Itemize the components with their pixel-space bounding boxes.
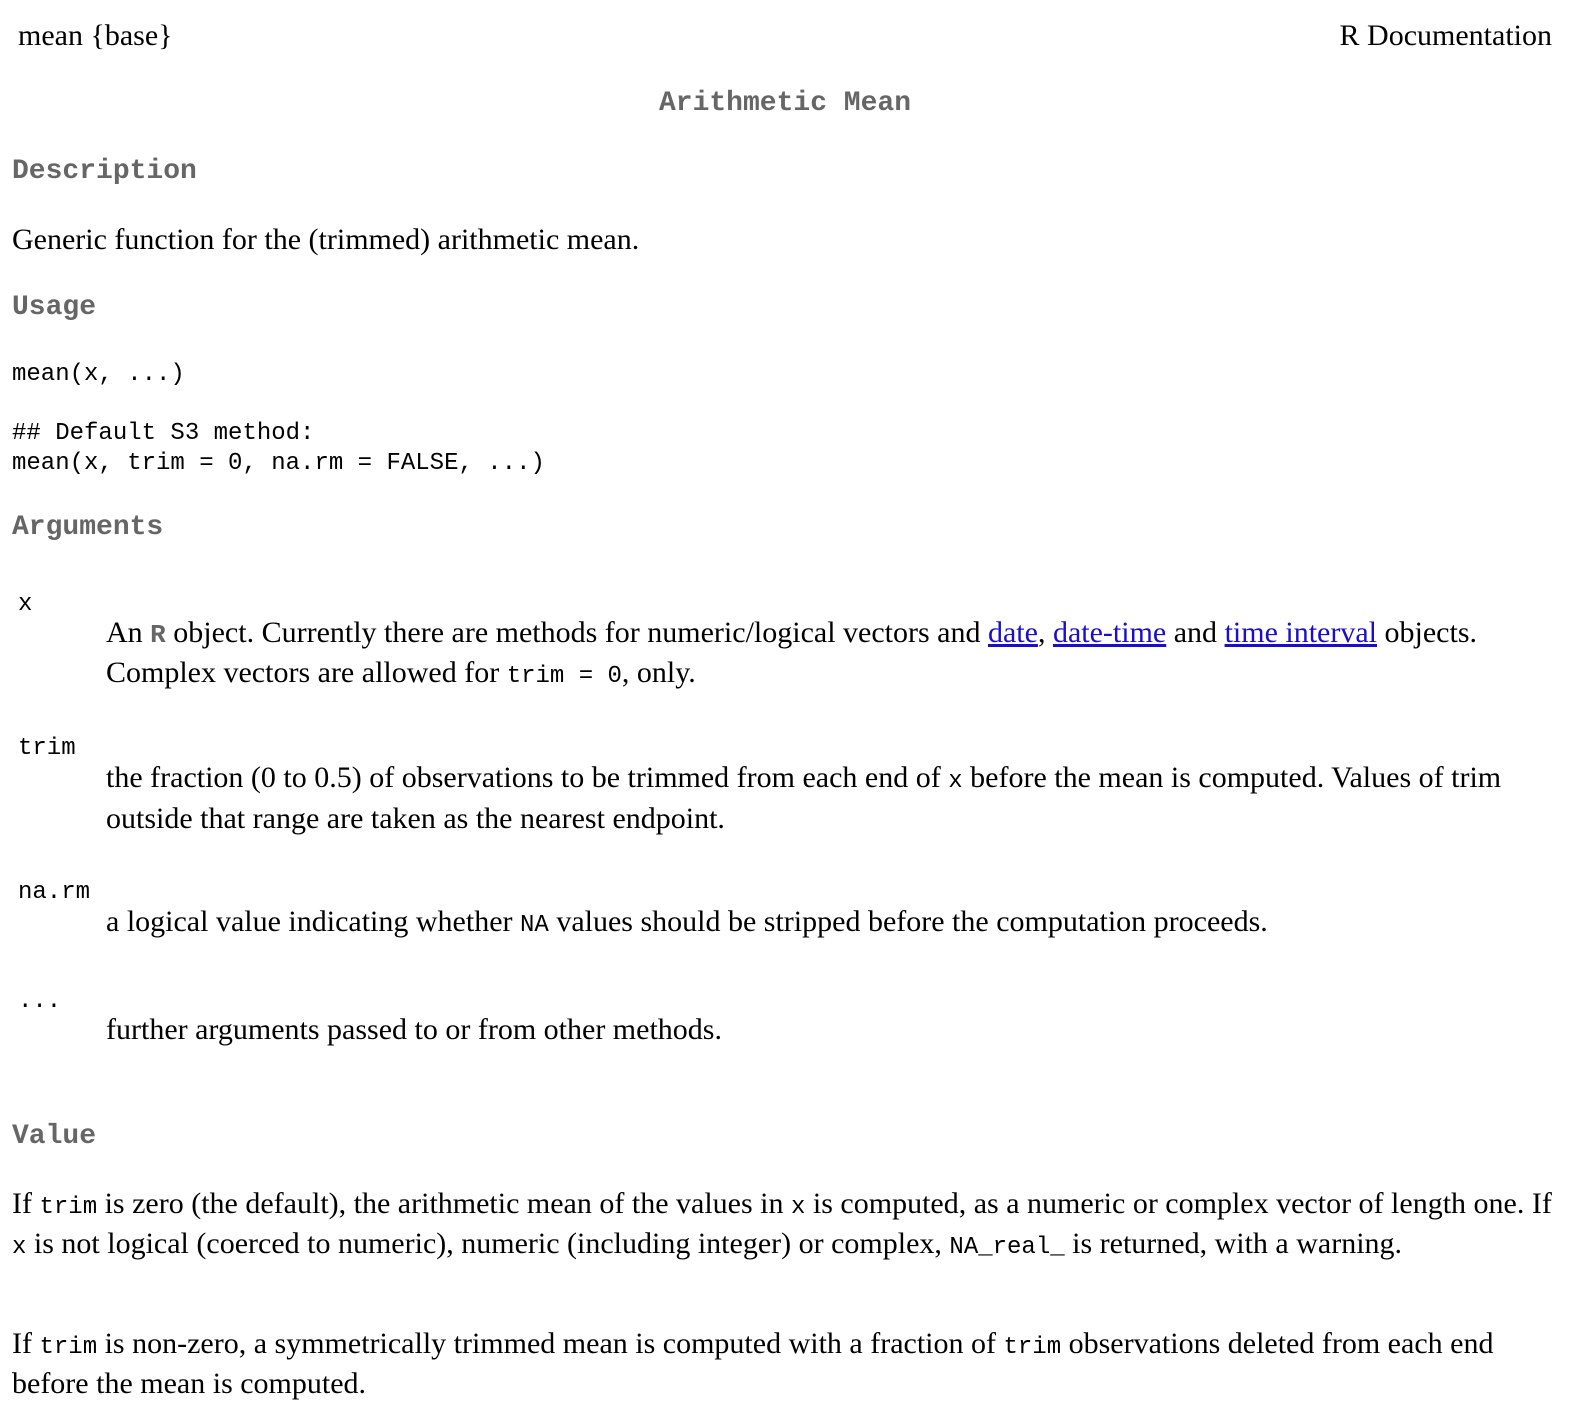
arg-desc-trim: the fraction (0 to 0.5) of observations to be trimmed from each end of x before the mean is computed. Values of trim outside that range are taken as the nearest endpoint. bbox=[106, 761, 1502, 835]
inline-code: x bbox=[12, 1234, 27, 1261]
topic-header: mean {base} bbox=[18, 19, 173, 52]
time-interval-link[interactable]: time interval bbox=[1224, 616, 1378, 649]
value-paragraph-1: If trim is zero (the default), the arithmetic mean of the values in x is computed, as a numeric or complex vector of length one. If x is not logical (coerced to numeric), numeric (including integer) or complex, NA_real_ is returned, with a warning. bbox=[12, 1187, 1552, 1261]
date-time-link[interactable]: date-time bbox=[1052, 616, 1167, 649]
inline-code: NA bbox=[520, 912, 549, 939]
arg-desc-na-rm: a logical value indicating whether NA values should be stripped before the computation proceeds. bbox=[106, 905, 1268, 939]
arg-name-na-rm: na.rm bbox=[18, 879, 91, 906]
inline-code: x bbox=[948, 768, 963, 795]
inline-code: trim = 0 bbox=[506, 663, 622, 690]
inline-code: trim bbox=[39, 1194, 98, 1221]
arg-name-trim: trim bbox=[18, 735, 76, 762]
inline-code: x bbox=[791, 1194, 806, 1221]
usage-line-2: mean(x, trim = 0, na.rm = FALSE, ...) bbox=[12, 450, 545, 477]
value-paragraph-2: If trim is non-zero, a symmetrically trimmed mean is computed with a fraction of trim observations deleted from each end before the mean is computed. bbox=[12, 1327, 1494, 1400]
inline-code: NA_real_ bbox=[949, 1234, 1065, 1261]
value-heading: Value bbox=[12, 1121, 97, 1152]
inline-code: trim bbox=[39, 1334, 98, 1361]
source-header: R Documentation bbox=[1339, 19, 1552, 52]
arg-desc-x: An R object. Currently there are methods for numeric/logical vectors and date, date-time and time interval objects. Complex vectors are allowed for trim = 0, only. bbox=[106, 616, 1477, 690]
usage-heading: Usage bbox=[12, 292, 97, 323]
arg-name-dots: ... bbox=[18, 988, 62, 1015]
description-text: Generic function for the (trimmed) arithmetic mean. bbox=[12, 223, 640, 256]
date-link[interactable]: date bbox=[987, 616, 1038, 649]
usage-comment: ## Default S3 method: bbox=[12, 420, 315, 447]
r-logo-text: R bbox=[150, 620, 166, 650]
page-title: Arithmetic Mean bbox=[658, 88, 912, 119]
arg-desc-dots: further arguments passed to or from other methods. bbox=[106, 1013, 722, 1046]
usage-line-1: mean(x, ...) bbox=[12, 361, 185, 388]
arguments-heading: Arguments bbox=[12, 512, 164, 543]
description-heading: Description bbox=[12, 156, 197, 187]
inline-code: trim bbox=[1003, 1334, 1062, 1361]
arg-name-x: x bbox=[18, 591, 33, 618]
